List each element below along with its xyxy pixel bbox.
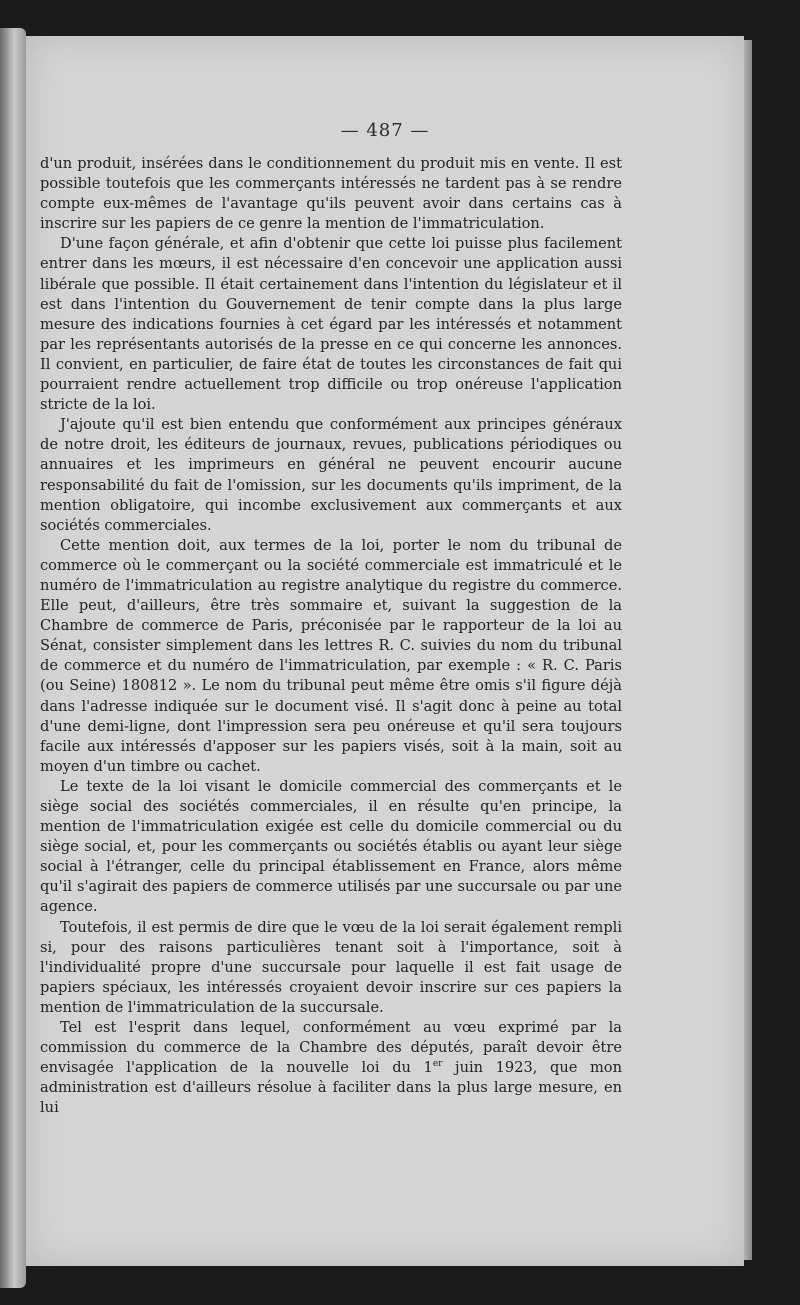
paragraph-esprit-loi	[40, 1018, 622, 1118]
superscript-er: er	[432, 1059, 443, 1070]
paragraph-mention-contenu: Cette mention doit, aux termes de la loi, porter le nom du tribunal de commerce où le commerçant ou la société commerciale est immatriculé et le numéro de l'immatriculation au registre analytique du registre du commerce. Elle peut, d'ailleurs, être très sommaire et, suivant la suggestion de la Chambre de commerce de Paris, préconisée par le rapporteur de la loi au Sénat, consister simplement dans les lettres R. C. suivies du nom du tribunal de commerce et du numéro de l'immatriculation, par exemple : « R. C. Paris (ou Seine) 180812 ». Le nom du tribunal peut même être omis s'il figure déjà dans l'adresse indiquée sur le document visé. Il s'agit donc à peine au total d'une demi-ligne, dont l'impression sera peu onéreuse et qu'il sera toujours facile aux intéressés d'apposer sur les papiers visés, soit à la main, soit au moyen d'un timbre ou cachet.	[40, 536, 622, 775]
paragraph-continued: d'un produit, insérées dans le conditionnement du produit mis en vente. Il est possible toutefois que les commerçants intéressés ne tardent pas à se rendre compte eux-mêmes de l'avantage qu'ils peuvent avoir dans certains cas à inscrire sur les papiers de ce genre la mention de l'immatriculation.	[40, 155, 622, 233]
facing-page-edge	[0, 28, 26, 1288]
paragraph-application-liberale: D'une façon générale, et afin d'obtenir que cette loi puisse plus facilement entrer dans les mœurs, il est nécessaire d'en concevoir une application aussi libérale que possible. Il était certainement dans l'intention du législateur et il est dans l'intention du Gouvernement de tenir compte dans la plus large mesure des indications fournies à cet égard par les intéressés et notamment par les représentants autorisés de la presse en ce qui concerne les annonces. Il convient, en particulier, de faire état de toutes les circonstances de fait qui pourraient rendre actuellement trop difficile ou trop onéreuse l'application stricte de la loi.	[40, 235, 622, 414]
paragraph-domicile-commercial: Le texte de la loi visant le domicile commercial des commerçants et le siège social des sociétés commerciales, il en résulte qu'en principe, la mention de l'immatriculation exigée est celle du domicile commercial ou du siège social, et, pour les commerçants ou sociétés établis ou ayant leur siège social à l'étranger, celle du principal établissement en France, alors même qu'il s'agirait des papiers de commerce utilisés par une succursale ou par une agence.	[40, 777, 622, 916]
last-paragraph-text-a: Tel est l'esprit dans lequel, conformément au vœu exprimé par la commission du commerce de la Chambre des députés, paraît devoir être envisagée l'application de la nouvelle loi du 1	[40, 1019, 622, 1077]
page-number: — 487 —	[340, 120, 430, 141]
paragraph-editeurs-responsabilite: J'ajoute qu'il est bien entendu que conformément aux principes généraux de notre droit, les éditeurs de journaux, revues, publications périodiques ou annuaires et les imprimeurs en général ne peuvent encourir aucune responsabilité du fait de l'omission, sur les documents qu'ils impriment, de la mention obligatoire, qui incombe exclusivement aux commerçants et aux sociétés commerciales.	[40, 416, 622, 534]
book-page	[26, 36, 744, 1266]
paragraph-succursale: Toutefois, il est permis de dire que le vœu de la loi serait également rempli si, pour des raisons particulières tenant soit à l'importance, soit à l'individualité propre d'une succursale pour laquelle il est fait usage de papiers spéciaux, les intéressés croyaient devoir inscrire sur ces papiers la mention de l'immatriculation de la succursale.	[40, 918, 622, 1016]
body-text	[40, 154, 622, 1119]
last-paragraph-text-b: juin 1923, que mon administration est d'ailleurs résolue à faciliter dans la plus large mesure, en lui	[40, 1059, 622, 1117]
